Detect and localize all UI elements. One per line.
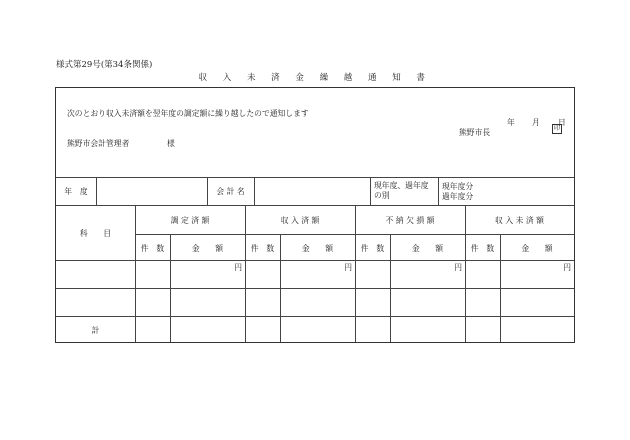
fiscal-year-label: 年 度 bbox=[64, 187, 88, 196]
assessed-amount-header: 調 定 済 額 bbox=[170, 216, 210, 225]
yen-unit: 円 bbox=[344, 263, 352, 272]
yen-unit: 円 bbox=[454, 263, 462, 272]
honorific-label: 様 bbox=[167, 139, 175, 148]
date-day: 日 bbox=[558, 118, 566, 127]
total-label: 計 bbox=[91, 326, 100, 335]
current-year-option: 現年度分 bbox=[442, 182, 474, 191]
amount-header: 金 額 bbox=[301, 244, 334, 253]
count-header: 件 数 bbox=[360, 244, 385, 253]
subject-header: 科 目 bbox=[79, 229, 112, 238]
date-year: 年 bbox=[507, 118, 515, 127]
amount-header: 金 額 bbox=[191, 244, 224, 253]
deficit-loss-header: 不 納 欠 損 額 bbox=[385, 216, 435, 225]
form-number: 様式第29号(第34条関係) bbox=[56, 60, 153, 70]
amount-header: 金 額 bbox=[521, 244, 553, 253]
past-year-option: 過年度分 bbox=[442, 192, 474, 201]
seal-mark: 印 bbox=[553, 125, 560, 132]
yen-unit: 円 bbox=[234, 263, 242, 272]
count-header: 件 数 bbox=[140, 244, 165, 253]
notice-form bbox=[55, 87, 575, 343]
yen-unit: 円 bbox=[563, 263, 571, 272]
unreceived-amount-header: 収 入 未 済 額 bbox=[495, 216, 544, 225]
mayor-label: 熊野市長 bbox=[459, 128, 491, 137]
received-amount-header: 収 入 済 額 bbox=[280, 216, 320, 225]
count-header: 件 数 bbox=[470, 244, 495, 253]
addressee-label: 熊野市会計管理者 bbox=[67, 139, 130, 148]
notice-text: 次のとおり収入未済額を翌年度の調定額に繰り越したので通知します bbox=[67, 109, 309, 118]
date-month: 月 bbox=[532, 118, 540, 127]
year-type-label: 現年度、過年度の別 bbox=[374, 181, 429, 200]
amount-header: 金 額 bbox=[411, 244, 444, 253]
document-title: 収 入 未 済 金 繰 越 通 知 書 bbox=[198, 73, 432, 83]
account-name-label: 会 計 名 bbox=[216, 187, 245, 196]
count-header: 件 数 bbox=[250, 244, 275, 253]
